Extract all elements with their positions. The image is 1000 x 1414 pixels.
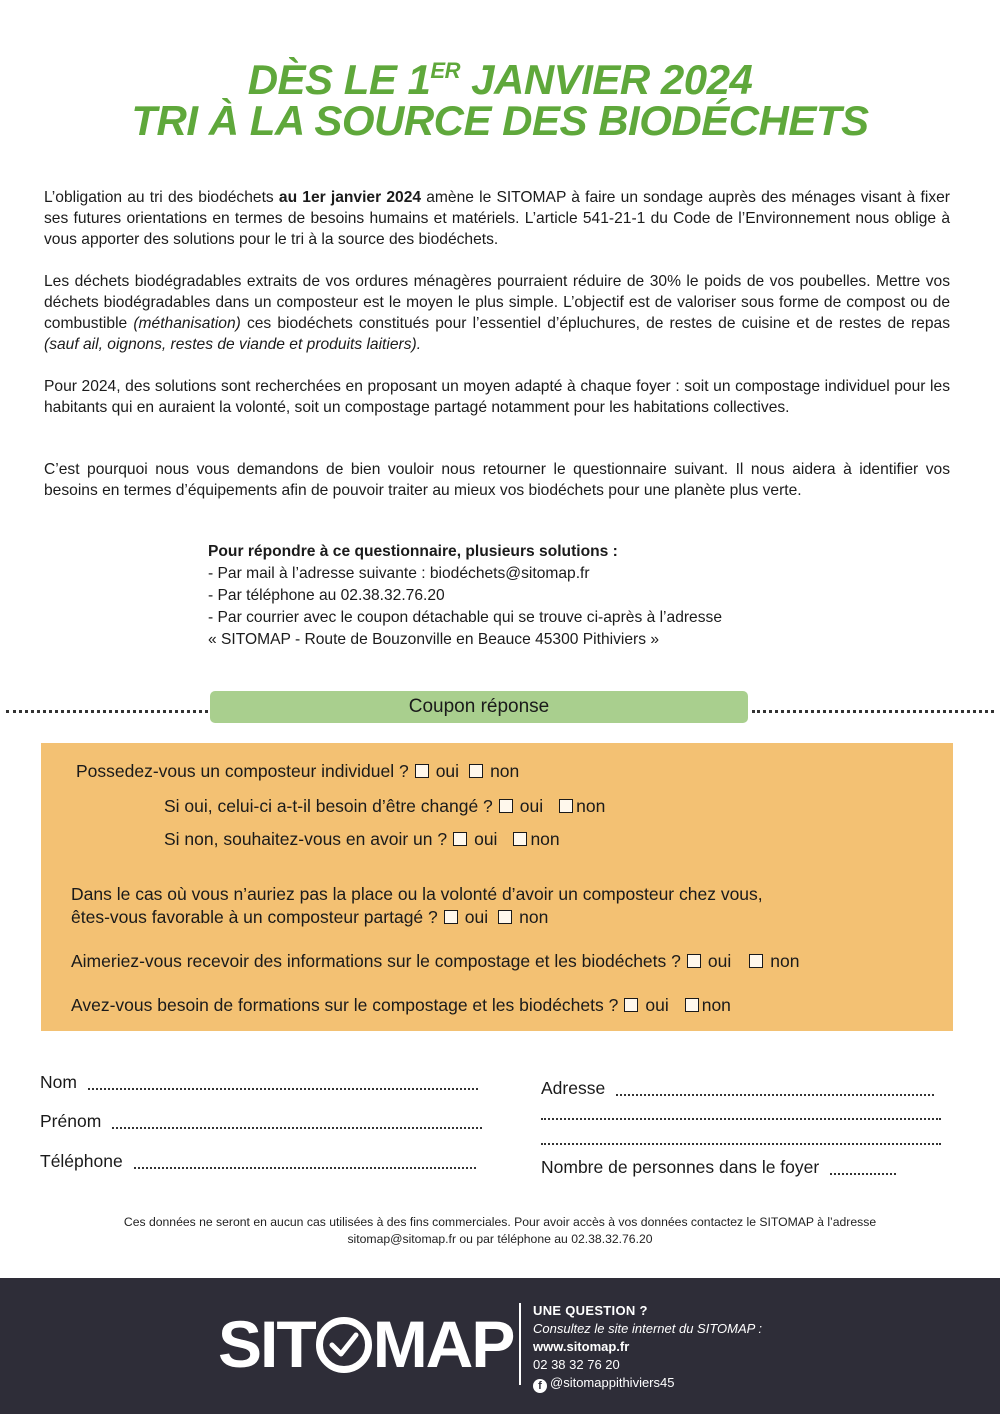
adresse-input-line-2[interactable] [541,1104,941,1120]
intro-paragraph-4: C’est pourquoi nous vous demandons de bien vouloir nous retourner le questionnaire suivant. Il nous aidera à identifier vos besoins en termes d’équipements afin de pouvoir traiter au mieux vos biodéchets pour une planète plus verte. [44,461,950,499]
prenom-input-line[interactable] [112,1127,482,1129]
checkbox-q2-oui[interactable] [444,910,458,924]
question-composter-owned [76,760,519,783]
checkbox-q3-oui[interactable] [687,954,701,968]
oui-label: oui [645,995,669,1015]
field-label: Adresse [541,1078,606,1098]
privacy-line-2: sitomap@sitomap.fr ou par téléphone au 02.38.32.76.20 [347,1232,653,1246]
question-training [71,994,731,1017]
oui-label: oui [707,951,732,971]
question-text: Si oui, celui-ci a-t-il besoin d’être changé ? [164,796,493,816]
response-options-heading: Pour répondre à ce questionnaire, plusieurs solutions : [208,543,618,560]
oui-label: oui [464,907,489,927]
p2-italic-1: (méthanisation) [133,315,241,332]
question-shared-composter-line-1: Dans le cas où vous n’auriez pas la place ou la volonté d’avoir un composteur chez vous, [71,884,763,904]
non-label: non [530,829,560,849]
question-text: Aimeriez-vous recevoir des informations sur le compostage et les biodéchets ? [71,951,681,971]
footer-facebook[interactable] [533,1374,762,1393]
checkbox-q2-non[interactable] [498,910,512,924]
response-option-address: « SITOMAP - Route de Bouzonville en Beauce 45300 Pithiviers » [208,631,660,648]
footer-phone: 02 38 32 76 20 [533,1357,620,1372]
response-option-mail: - Par courrier avec le coupon détachable qui se trouve ci-après à l’adresse [208,609,722,626]
field-nom [40,1070,478,1094]
checkbox-q1-non[interactable] [469,764,483,778]
response-option-phone: - Par téléphone au 02.38.32.76.20 [208,587,445,604]
adresse-input-line-1[interactable] [616,1094,934,1096]
checkbox-q1b-oui[interactable] [453,832,467,846]
checkbox-q4-oui[interactable] [624,998,638,1012]
title-superscript: ER [430,58,460,83]
logo-check-circle-icon [316,1317,372,1373]
nom-input-line[interactable] [88,1088,478,1090]
footer-consult: Consultez le site internet du SITOMAP : [533,1321,763,1336]
non-label: non [519,907,549,927]
page-title-line-2: TRI À LA SOURCE DES BIODÉCHETS [131,97,869,144]
non-label: non [701,995,731,1015]
checkbox-q1a-oui[interactable] [499,799,513,813]
oui-label: oui [435,761,460,781]
field-telephone [40,1149,476,1173]
privacy-note [60,1214,940,1248]
adresse-input-line-3[interactable] [541,1129,941,1145]
checkbox-q3-non[interactable] [749,954,763,968]
response-options [208,541,928,651]
checkbox-q1b-non[interactable] [513,832,527,846]
field-label: Nom [40,1072,77,1092]
response-option-email: - Par mail à l’adresse suivante : biodéchets@sitomap.fr [208,565,590,582]
questionnaire-panel [41,743,953,1031]
question-shared-composter-line-2 [71,906,548,929]
non-label: non [770,951,800,971]
intro-paragraph-2 [44,271,950,355]
facebook-icon: f [533,1379,547,1393]
foyer-input-line[interactable] [830,1173,896,1175]
p2-text: Les déchets biodégradables extraits de vos ordures ménagères pourraient réduire de 30% le poids de vos poubelles. Mettre vos déchets biodégradables dans un composteur est le moyen le plus simple. L’objectif est de valoriser sous forme de compost ou de combustible [44,273,950,332]
logo-text-left: SIT [218,1307,315,1381]
p2-italic-2: (sauf ail, oignons, restes de viande et produits laitiers). [44,336,422,353]
field-label: Nombre de personnes dans le foyer [541,1157,820,1177]
title-text: DÈS LE 1 [247,56,431,103]
non-label: non [490,761,520,781]
question-information [71,950,799,973]
telephone-input-line[interactable] [134,1167,476,1169]
facebook-handle[interactable]: @sitomappithiviers45 [550,1375,675,1390]
p1-text-end: amène le SITOMAP à faire un sondage auprès des ménages visant à fixer ses futures orientations en termes de besoins humains et matériels. L’article 541-21-1 du Code de l’Environnement nous oblige à vous apporter des solutions pour le tri à la source des biodéchets. [44,189,951,248]
footer-contact [533,1302,762,1393]
coupon-label: Coupon réponse [210,691,748,723]
non-label: non [576,796,606,816]
checkbox-q1-oui[interactable] [415,764,429,778]
field-prenom [40,1109,482,1133]
p1-text: L’obligation au tri des biodéchets [44,189,279,206]
question-composter-want [164,828,560,851]
question-text: êtes-vous favorable à un composteur partagé ? [71,907,438,927]
question-text: Avez-vous besoin de formations sur le compostage et les biodéchets ? [71,995,619,1015]
cut-line-right [752,710,994,713]
adresse-input-line-2-wrap [541,1104,941,1120]
adresse-input-line-3-wrap [541,1129,941,1145]
logo-text-right: MAP [372,1307,514,1381]
checkbox-q4-non[interactable] [685,998,699,1012]
question-text: Possedez-vous un composteur individuel ? [76,761,409,781]
title-text-end: JANVIER 2024 [459,56,753,103]
cut-line-left [6,710,208,713]
checkbox-q1a-non[interactable] [559,799,573,813]
footer-question: UNE QUESTION ? [533,1303,648,1318]
intro-paragraph-1 [44,187,950,250]
intro-paragraph-3: Pour 2024, des solutions sont recherchées en proposant un moyen adapté à chaque foyer : soit un compostage individuel pour les habitants qui en auraient la volonté, soit un compostage partagé notamment pour les habitations collectives. [44,378,950,416]
oui-label: oui [474,829,498,849]
field-adresse [541,1076,934,1100]
question-composter-change [164,795,605,818]
field-foyer [541,1155,896,1179]
field-label: Prénom [40,1111,102,1131]
privacy-line-1: Ces données ne seront en aucun cas utilisées à des fins commerciales. Pour avoir accès à vos données contactez le SITOMAP à l’adresse [123,1215,877,1229]
question-text: Si non, souhaitez-vous en avoir un ? [164,829,448,849]
footer-divider [519,1303,521,1385]
sitomap-logo [218,1301,513,1387]
field-label: Téléphone [40,1151,123,1171]
footer-website-link[interactable]: www.sitomap.fr [533,1339,630,1354]
p2-text-2: ces biodéchets constitués pour l’essentiel d’épluchures, de restes de cuisine et de restes de repas [240,315,950,332]
p1-date: au 1er janvier 2024 [278,189,422,206]
oui-label: oui [519,796,544,816]
